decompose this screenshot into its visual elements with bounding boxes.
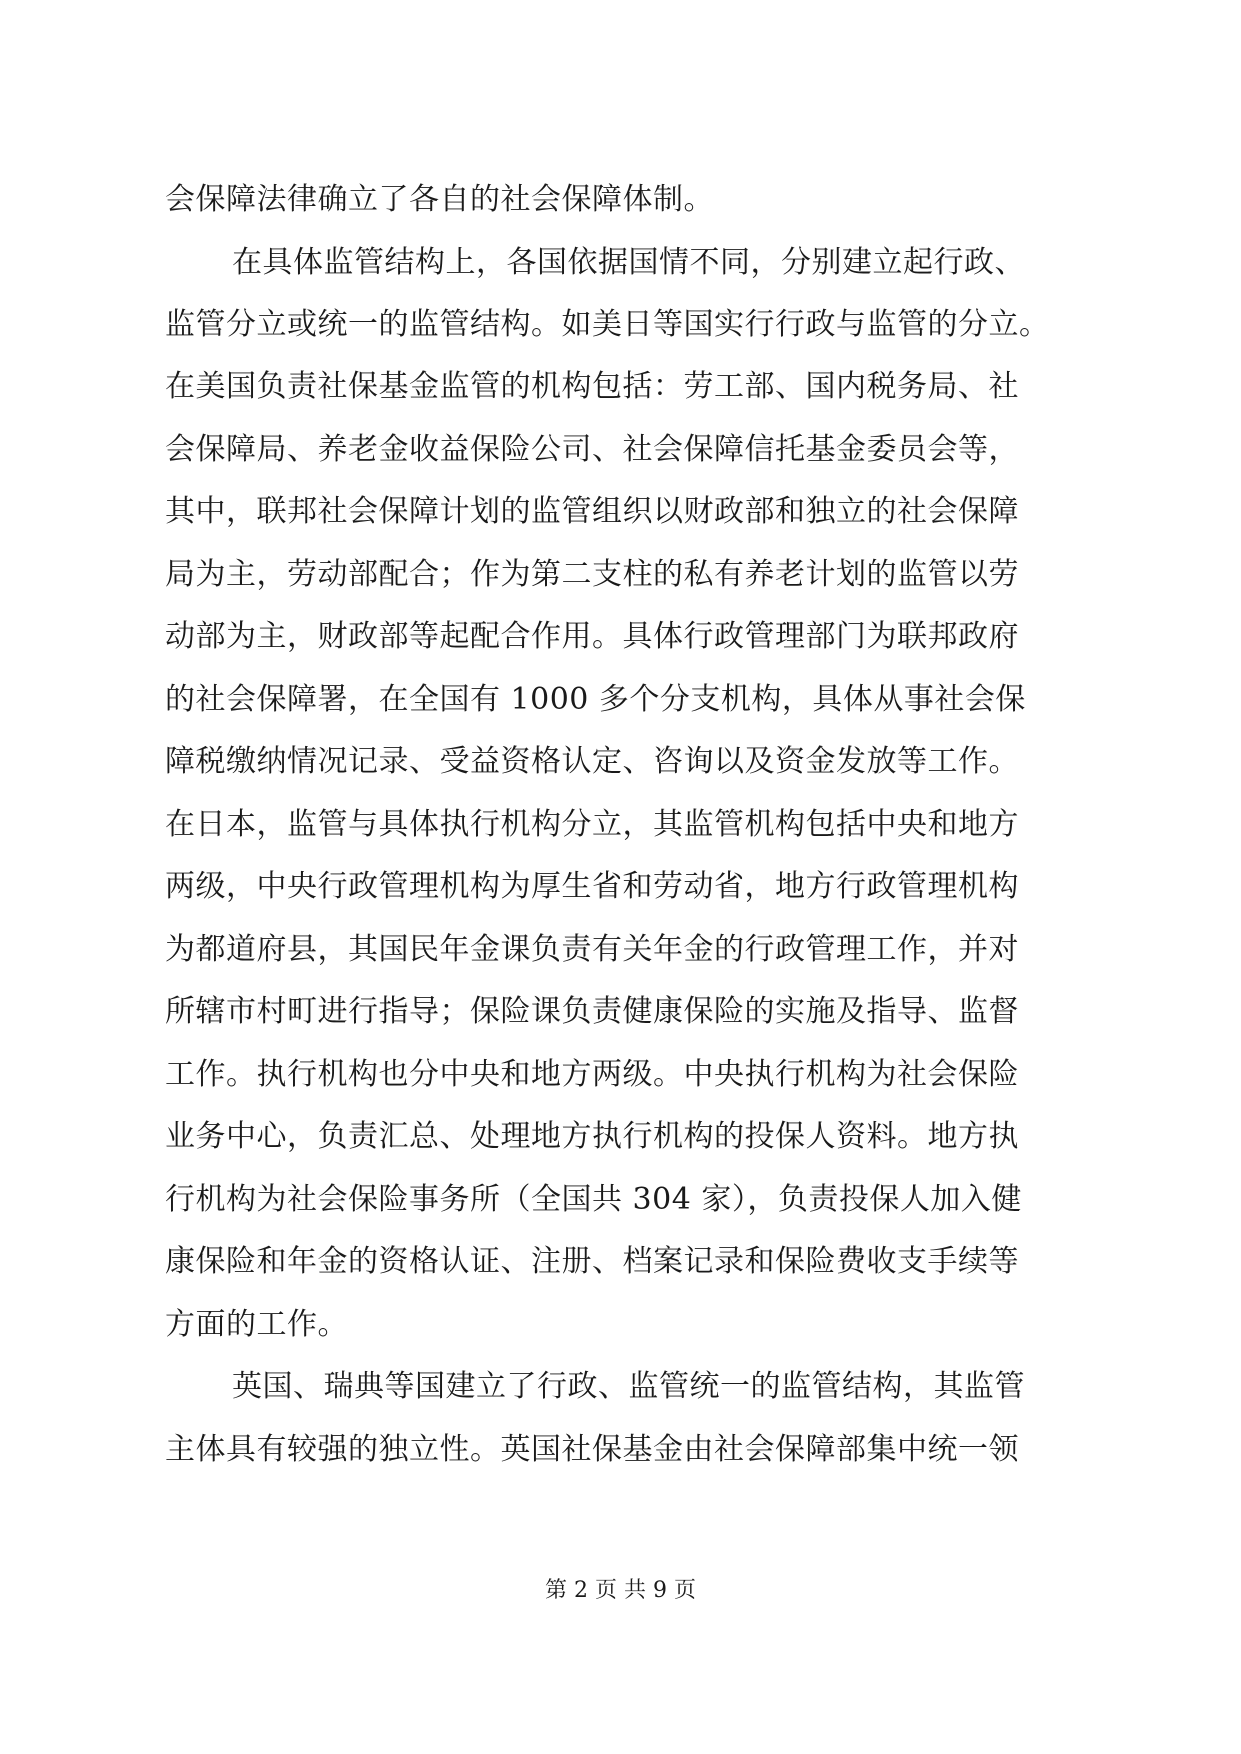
text-line: 在日本，监管与具体执行机构分立，其监管机构包括中央和地方 (165, 807, 1019, 842)
text-line: 会保障法律确立了各自的社会保障体制。 (165, 182, 714, 217)
text-line: 在美国负责社保基金监管的机构包括：劳工部、国内税务局、社 (165, 369, 1019, 404)
text-line: 的社会保障署，在全国有 1000 多个分支机构，具体从事社会保 (165, 682, 1026, 717)
text-line: 康保险和年金的资格认证、注册、档案记录和保险费收支手续等 (165, 1244, 1019, 1279)
text-line: 监管分立或统一的监管结构。如美日等国实行行政与监管的分立。 (165, 307, 1050, 342)
text-line: 工作。执行机构也分中央和地方两级。中央执行机构为社会保险 (165, 1057, 1019, 1092)
text-line: 在具体监管结构上，各国依据国情不同，分别建立起行政、 (232, 245, 1025, 280)
text-line: 会保障局、养老金收益保险公司、社会保障信托基金委员会等， (165, 432, 1019, 467)
text-line: 方面的工作。 (165, 1307, 348, 1342)
page-footer: 第 2 页 共 9 页 (545, 1578, 696, 1603)
text-line: 所辖市村町进行指导；保险课负责健康保险的实施及指导、监督 (165, 994, 1019, 1029)
text-line: 动部为主，财政部等起配合作用。具体行政管理部门为联邦政府 (165, 619, 1019, 654)
text-line: 两级，中央行政管理机构为厚生省和劳动省，地方行政管理机构 (165, 869, 1019, 904)
text-line: 为都道府县，其国民年金课负责有关年金的行政管理工作，并对 (165, 932, 1019, 967)
text-line: 英国、瑞典等国建立了行政、监管统一的监管结构，其监管 (232, 1369, 1025, 1404)
text-line: 业务中心，负责汇总、处理地方执行机构的投保人资料。地方执 (165, 1119, 1019, 1154)
text-line: 局为主，劳动部配合；作为第二支柱的私有养老计划的监管以劳 (165, 557, 1019, 592)
text-line: 行机构为社会保险事务所（全国共 304 家），负责投保人加入健 (165, 1182, 1022, 1217)
text-line: 其中，联邦社会保障计划的监管组织以财政部和独立的社会保障 (165, 494, 1019, 529)
text-line: 障税缴纳情况记录、受益资格认定、咨询以及资金发放等工作。 (165, 744, 1019, 779)
text-line: 主体具有较强的独立性。英国社保基金由社会保障部集中统一领 (165, 1432, 1019, 1467)
